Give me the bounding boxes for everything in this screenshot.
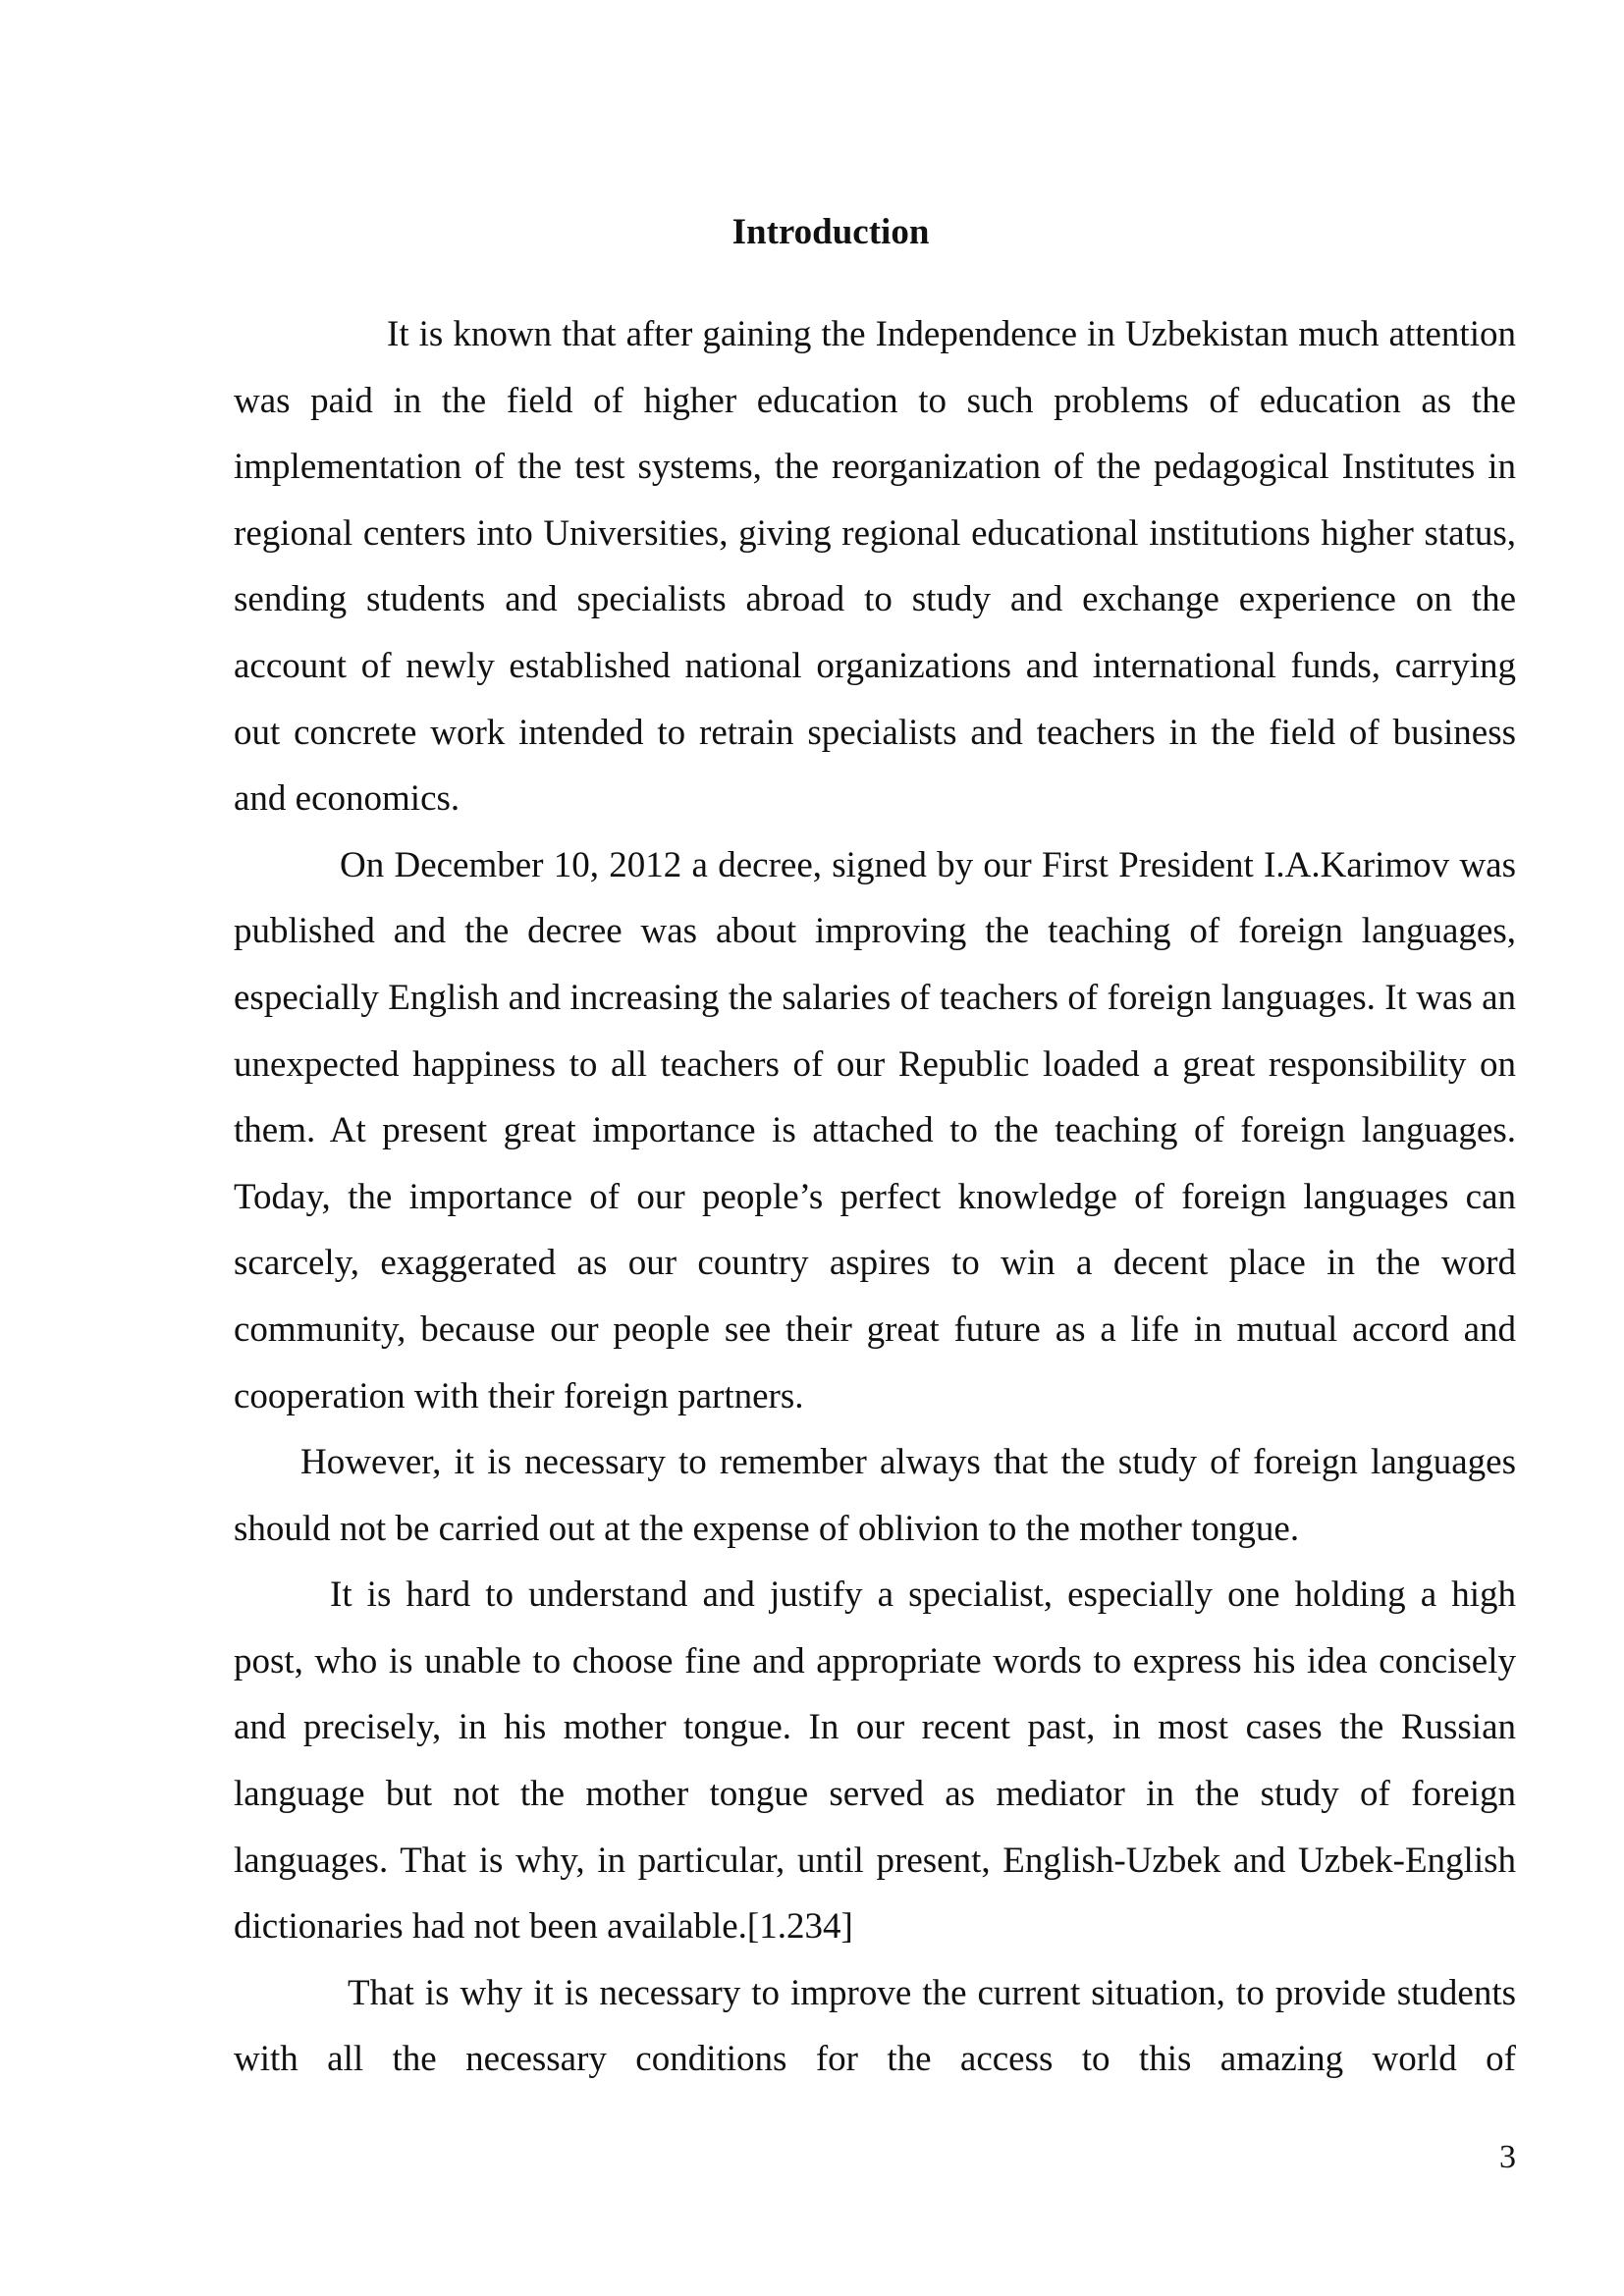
page-title: Introduction xyxy=(731,212,930,252)
paragraph-mother-tongue: However, it is necessary to remember always that the study of foreign languages should not be carried out at the expense of oblivion to the mother tongue. xyxy=(234,1442,1516,1549)
paragraph-decree: On December 10, 2012 a decree, signed by our First President I.A.Karimov was published and the decree was about improving the teaching of foreign languages, especially English and increasing the salaries of teachers of foreign languages. It was an unexpected happiness to all teachers of our Republic loaded a great responsibility on them. At present great importance is attached to the teaching of foreign languages. Today, the importance of our people’s perfect knowledge of foreign languages can scarcely, exaggerated as our country aspires to win a decent place in the word community, because our people see their great future as a life in mutual accord and cooperation with their foreign partners. xyxy=(234,844,1516,1416)
page-number: 3 xyxy=(1499,2139,1516,2175)
paragraph-specialist: It is hard to understand and justify a specialist, especially one holding a high post, who is unable to choose fine and appropriate words to express his idea concisely and precisely, in his mother tongue. In our recent past, in most cases the Russian language but not the mother tongue served as mediator in the study of foreign languages. That is why, in particular, until present, English-Uzbek and Uzbek-English dictionaries had not been available.[1.234] xyxy=(234,1575,1516,1948)
paragraph-current-situation: That is why it is necessary to improve the current situation, to provide students with all the necessary conditions for the access to this amazing world of xyxy=(234,1972,1516,2080)
paragraph-independence-education: It is known that after gaining the Independence in Uzbekistan much attention was paid in the field of higher education to such problems of education as the implementation of the test systems, the reorganization of the pedagogical Institutes in regional centers into Universities, giving regional educational institutions higher status, sending students and specialists abroad to study and exchange experience on the account of newly established national organizations and international funds, carrying out concrete work intended to retrain specialists and teachers in the field of business and economics. xyxy=(234,314,1516,820)
body-text xyxy=(234,301,1516,2093)
